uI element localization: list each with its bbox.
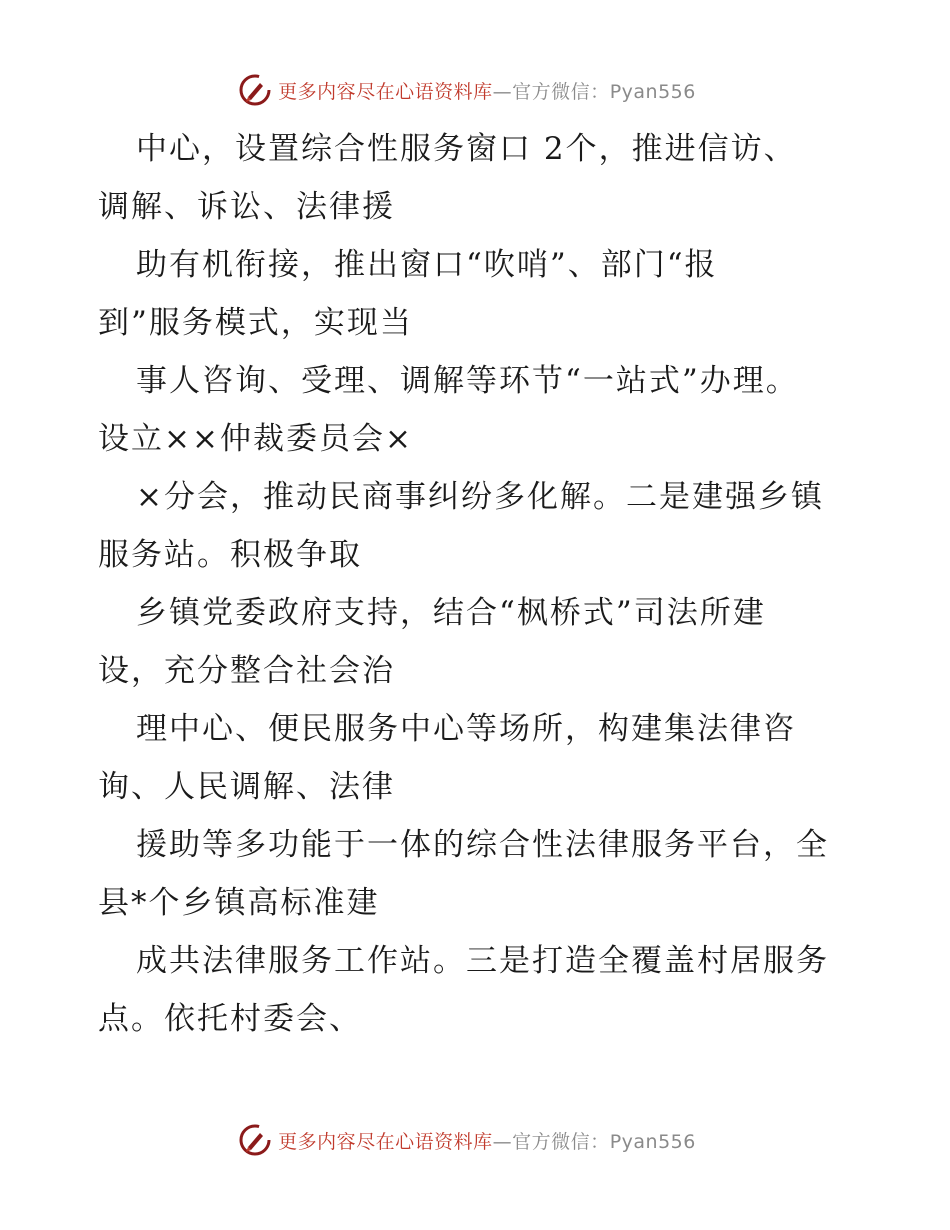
banner-dash: — (492, 80, 513, 103)
body-line: 助有机衔接，推出窗口“吹哨”、部门“报 (136, 247, 718, 283)
brand-text: 更多内容尽在心语资料库 (278, 80, 493, 103)
body-line: 成共法律服务工作站。三是打造全覆盖村居服务 (136, 943, 829, 979)
pen-logo-icon (238, 1123, 272, 1157)
wechat-label: 官方微信： (512, 80, 610, 103)
body-line: 乡镇党委政府支持，结合“枫桥式”司法所建 (136, 595, 766, 631)
brand-text: 更多内容尽在心语资料库 (278, 1130, 493, 1153)
body-line: 援助等多功能于一体的综合性法律服务平台，全 (136, 827, 829, 863)
banner-dash: — (492, 1130, 513, 1153)
wechat-id: Pyan556 (609, 1130, 696, 1153)
body-line: 点。依托村委会、 (98, 1001, 362, 1037)
banner-text (278, 1127, 696, 1154)
wechat-label: 官方微信： (512, 1130, 610, 1153)
body-line: 服务站。积极争取 (98, 537, 362, 573)
header-banner (0, 70, 950, 110)
pen-logo-icon (238, 73, 272, 107)
footer-banner (0, 1120, 950, 1160)
body-line: 设，充分整合社会治 (98, 653, 395, 689)
document-body (98, 120, 858, 1048)
body-line: 理中心、便民服务中心等场所，构建集法律咨 (136, 711, 796, 747)
body-line: 调解、诉讼、法律援 (98, 189, 395, 225)
body-line: 县*个乡镇高标准建 (98, 885, 380, 921)
body-line: 设立××仲裁委员会× (98, 421, 413, 457)
body-line: 中心，设置综合性服务窗口 2个，推进信访、 (136, 131, 797, 167)
body-line: ×分会，推动民商事纠纷多化解。二是建强乡镇 (136, 479, 824, 515)
body-line: 到”服务模式，实现当 (98, 305, 413, 341)
wechat-id: Pyan556 (609, 80, 696, 103)
body-line: 询、人民调解、法律 (98, 769, 395, 805)
banner-text (278, 77, 696, 104)
body-line: 事人咨询、受理、调解等环节“一站式”办理。 (136, 363, 799, 399)
